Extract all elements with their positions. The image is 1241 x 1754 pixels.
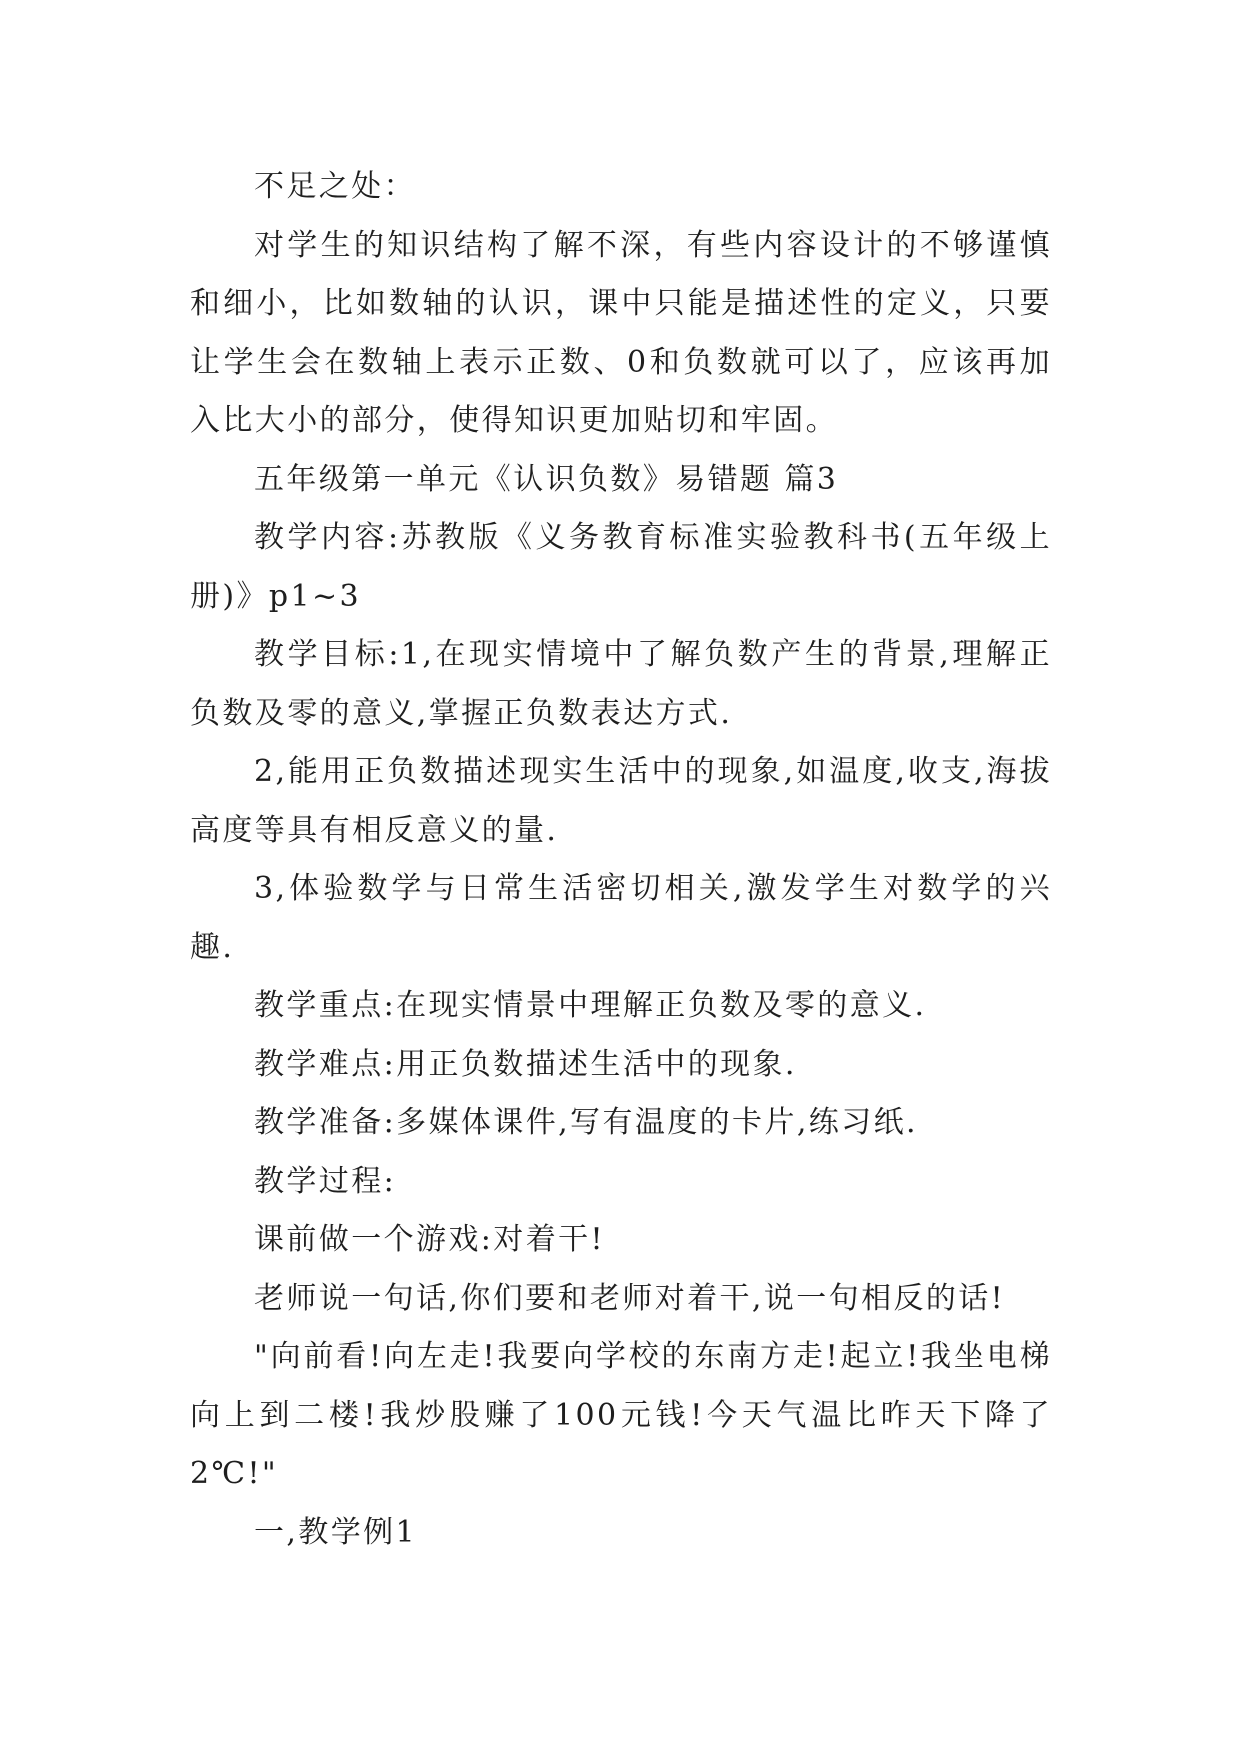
paragraph-teaching-goal-1: 教学目标:1,在现实情境中了解负数产生的背景,理解正负数及零的意义,掌握正负数表达方式. — [190, 637, 1052, 731]
paragraph-teaching-focus: 教学重点:在现实情景中理解正负数及零的意义. — [254, 988, 927, 1023]
document-body — [190, 158, 1052, 1562]
paragraph-warmup-game: 课前做一个游戏:对着干! — [254, 1222, 605, 1257]
paragraph-game-quotes: "向前看!向左走!我要向学校的东南方走!起立!我坐电梯向上到二楼!我炒股赚了100元钱!今天气温比昨天下降了2℃!" — [190, 1339, 1052, 1491]
paragraph-shortcomings-text: 对学生的知识结构了解不深，有些内容设计的不够谨慎和细小，比如数轴的认识，课中只能是描述性的定义，只要让学生会在数轴上表示正数、0和负数就可以了，应该再加入比大小的部分，使得知识更加贴切和牢固。 — [190, 227, 1052, 438]
paragraph-teaching-preparation: 教学准备:多媒体课件,写有温度的卡片,练习纸. — [254, 1105, 918, 1140]
paragraph-shortcomings-heading: 不足之处： — [254, 169, 416, 204]
paragraph-game-rules: 老师说一句话,你们要和老师对着干,说一句相反的话! — [254, 1280, 1006, 1316]
paragraph-teaching-goal-3: 3,体验数学与日常生活密切相关,激发学生对数学的兴趣. — [190, 871, 1052, 965]
paragraph-example-1: 一,教学例1 — [254, 1514, 418, 1550]
paragraph-section-title: 五年级第一单元《认识负数》易错题 篇3 — [254, 461, 839, 497]
paragraph-teaching-goal-2: 2,能用正负数描述现实生活中的现象,如温度,收支,海拔高度等具有相反意义的量. — [190, 754, 1052, 848]
paragraph-teaching-process: 教学过程: — [254, 1163, 397, 1199]
paragraph-teaching-difficulty: 教学难点:用正负数描述生活中的现象. — [254, 1046, 797, 1082]
paragraph-teaching-content: 教学内容:苏教版《义务教育标准实验教科书(五年级上册)》p1~3 — [190, 520, 1052, 614]
